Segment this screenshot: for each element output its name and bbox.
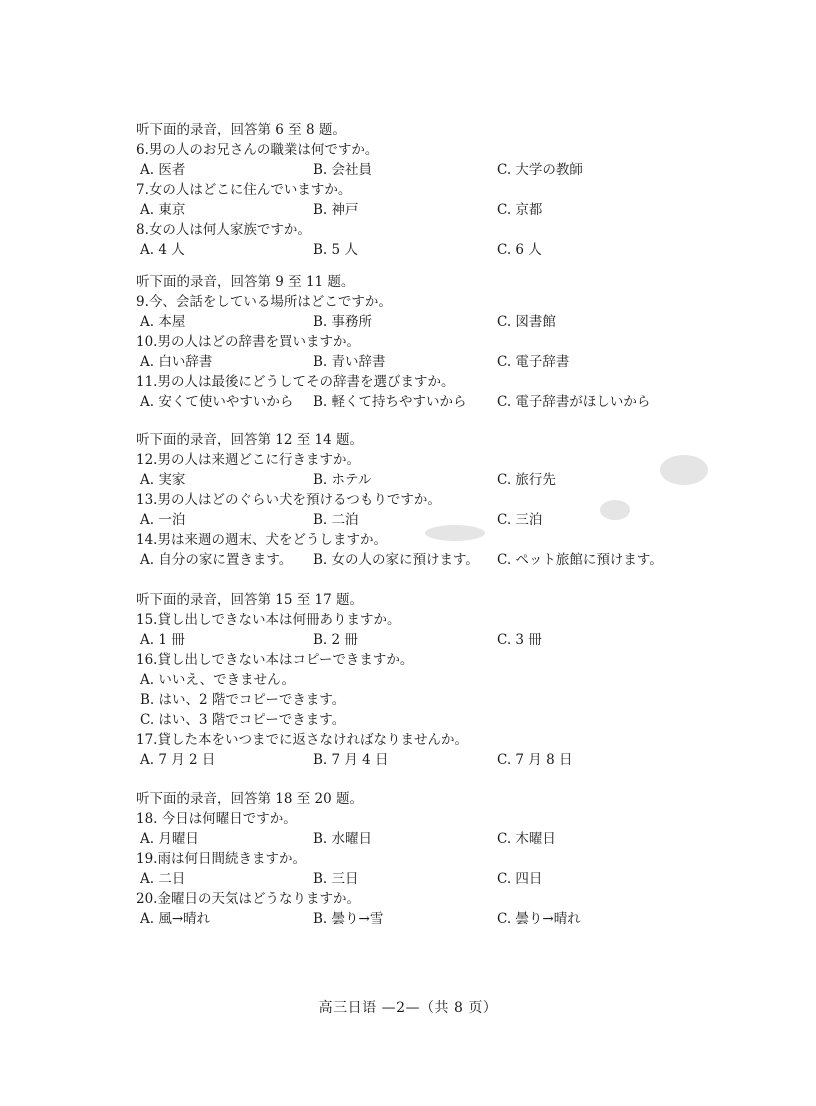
question-12: 12.男の人は来週どこに行きますか。 — [136, 452, 360, 468]
option-c: C. 旅行先 — [497, 472, 556, 488]
option-a: A. 本屋 — [140, 314, 186, 330]
option-c: C. はい、3 階でコピーできます。 — [140, 712, 346, 728]
question-8: 8.女の人は何人家族ですか。 — [136, 222, 311, 238]
option-c: C. 電子辞書がほしいから — [497, 394, 651, 410]
question-20-options — [136, 909, 696, 929]
question-16: 16.貸し出しできない本はコピーできますか。 — [136, 652, 414, 668]
option-b: B. 三日 — [313, 871, 359, 887]
option-c: C. 三泊 — [497, 512, 543, 528]
section-heading: 听下面的录音，回答第 15 至 17 题。 — [136, 592, 364, 608]
option-a: A. 風→晴れ — [140, 911, 211, 927]
option-c: C. 3 冊 — [497, 632, 542, 648]
option-c: C. 7 月 8 日 — [497, 752, 573, 768]
question-17: 17.貸した本をいつまでに返さなければなりませんか。 — [136, 732, 468, 748]
question-19-options — [136, 869, 696, 889]
option-b: B. 事務所 — [313, 314, 373, 330]
question-10-options — [136, 352, 696, 372]
option-b: B. 水曜日 — [313, 831, 373, 847]
option-b: B. はい、2 階でコピーできます。 — [140, 692, 346, 708]
option-b: B. 軽くて持ちやすいから — [313, 394, 467, 410]
option-b: B. 2 冊 — [313, 632, 358, 648]
option-b: B. 7 月 4 日 — [313, 752, 389, 768]
option-a: A. 医者 — [140, 162, 186, 178]
option-b: B. 二泊 — [313, 512, 359, 528]
question-20: 20.金曜日の天気はどうなりますか。 — [136, 891, 360, 907]
question-15-options — [136, 630, 696, 650]
option-c: C. 京都 — [497, 202, 543, 218]
section-heading: 听下面的录音，回答第 18 至 20 题。 — [136, 791, 364, 807]
option-c: C. 6 人 — [497, 242, 542, 258]
section-q6-8 — [136, 120, 696, 260]
option-b: B. 5 人 — [313, 242, 358, 258]
question-8-options — [136, 240, 696, 260]
scan-smudge — [660, 455, 708, 485]
option-b: B. 女の人の家に預けます。 — [313, 552, 479, 568]
option-a: A. 7 月 2 日 — [140, 752, 216, 768]
option-b: B. ホテル — [313, 472, 372, 488]
option-c: C. 電子辞書 — [497, 354, 570, 370]
section-heading: 听下面的录音，回答第 6 至 8 题。 — [136, 122, 346, 138]
section-heading: 听下面的录音，回答第 12 至 14 题。 — [136, 432, 364, 448]
scan-smudge — [600, 500, 630, 520]
option-b: B. 曇り→雪 — [313, 911, 384, 927]
option-b: B. 青い辞書 — [313, 354, 386, 370]
section-q9-11 — [136, 272, 696, 412]
option-b: B. 会社員 — [313, 162, 373, 178]
option-c: C. 曇り→晴れ — [497, 911, 581, 927]
section-q18-20 — [136, 789, 696, 929]
option-a: A. 自分の家に置きます。 — [140, 552, 293, 568]
question-19: 19.雨は何日間続きますか。 — [136, 851, 306, 867]
question-18: 18. 今日は何曜日ですか。 — [136, 811, 297, 827]
option-a: A. 実家 — [140, 472, 186, 488]
question-18-options — [136, 829, 696, 849]
section-q15-17 — [136, 590, 696, 770]
option-c: C. ペット旅館に預けます。 — [497, 552, 663, 568]
option-a: A. いいえ、できません。 — [140, 672, 295, 688]
option-c: C. 大学の教師 — [497, 162, 583, 178]
question-15: 15.貸し出しできない本は何冊ありますか。 — [136, 612, 401, 628]
question-11: 11.男の人は最後にどうしてその辞書を選びますか。 — [136, 374, 455, 390]
question-6: 6.男の人のお兄さんの職業は何ですか。 — [136, 142, 379, 158]
section-heading: 听下面的录音，回答第 9 至 11 题。 — [136, 274, 355, 290]
page-footer: 高三日语 —2—（共 8 页） — [318, 1000, 498, 1016]
question-7: 7.女の人はどこに住んでいますか。 — [136, 182, 352, 198]
scan-smudge — [425, 525, 485, 541]
option-a: A. 一泊 — [140, 512, 186, 528]
option-c: C. 木曜日 — [497, 831, 556, 847]
question-14: 14.男は来週の週末、犬をどうしますか。 — [136, 532, 387, 548]
question-11-options — [136, 392, 696, 412]
question-17-options — [136, 750, 696, 770]
option-a: A. 安くて使いやすいから — [140, 394, 294, 410]
option-c: C. 四日 — [497, 871, 543, 887]
question-10: 10.男の人はどの辞書を買いますか。 — [136, 334, 360, 350]
question-9-options — [136, 312, 696, 332]
question-12-options — [136, 470, 696, 490]
option-a: A. 1 冊 — [140, 632, 185, 648]
option-a: A. 二日 — [140, 871, 186, 887]
option-c: C. 図書館 — [497, 314, 556, 330]
question-9: 9.今、会話をしている場所はどこですか。 — [136, 294, 392, 310]
question-6-options — [136, 160, 696, 180]
option-a: A. 東京 — [140, 202, 186, 218]
option-a: A. 4 人 — [140, 242, 185, 258]
question-14-options — [136, 550, 696, 570]
option-b: B. 神戸 — [313, 202, 359, 218]
option-a: A. 白い辞書 — [140, 354, 213, 370]
option-a: A. 月曜日 — [140, 831, 199, 847]
question-13: 13.男の人はどのぐらい犬を預けるつもりですか。 — [136, 492, 441, 508]
question-7-options — [136, 200, 696, 220]
